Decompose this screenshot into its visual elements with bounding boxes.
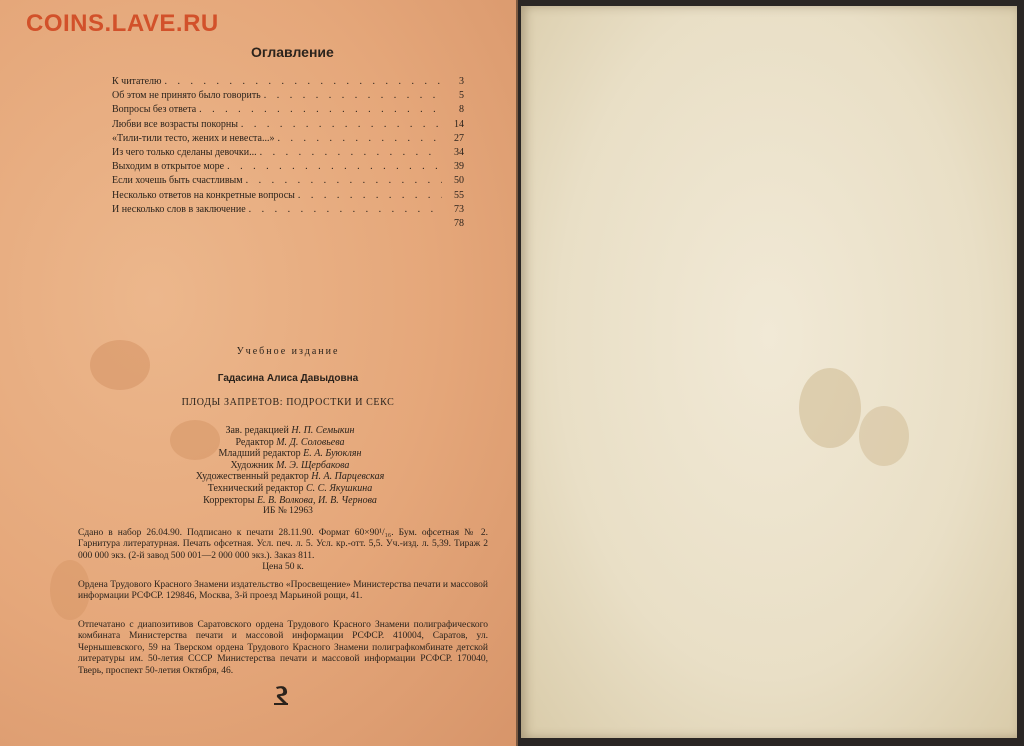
credit-line <box>140 425 440 437</box>
toc-leader <box>246 204 442 215</box>
credit-role: Зав. редакцией <box>225 425 289 436</box>
credit-role: Художник <box>230 459 274 471</box>
toc-entry-title: Выходим в открытое море <box>112 161 225 173</box>
toc-entry <box>112 119 464 133</box>
credit-name: М. Э. Щербакова <box>276 459 350 471</box>
toc-entry <box>112 133 464 147</box>
toc-leader <box>238 119 442 130</box>
toc-leader <box>261 90 442 101</box>
print-info <box>78 528 488 574</box>
table-of-contents <box>112 76 464 232</box>
credit-role: Редактор <box>235 436 274 448</box>
right-page <box>521 6 1017 738</box>
credit-name: М. Д. Соловьева <box>276 436 345 448</box>
toc-entry-page: 3 <box>459 76 464 87</box>
credit-name: Е. А. Буюклян <box>303 448 362 460</box>
toc-leader <box>243 175 442 186</box>
edition-type: Учебное издание <box>236 346 340 357</box>
toc-leader <box>257 147 442 158</box>
toc-entry-page: 78 <box>454 217 464 229</box>
toc-entry-title: Из чего только сделаны девочки... <box>112 146 257 158</box>
toc-leader <box>274 133 442 144</box>
credit-line <box>140 471 440 483</box>
toc-entry-page: 73 <box>454 203 464 215</box>
credit-line <box>140 460 440 472</box>
toc-entry-title: Об этом не принято было говорить <box>112 90 261 102</box>
credit-line <box>140 483 440 495</box>
credit-role: Младший редактор <box>218 448 301 460</box>
credit-role: Технический редактор <box>207 482 304 494</box>
credit-role: Корректоры <box>203 494 255 506</box>
toc-entry-page: 5 <box>459 90 464 102</box>
toc-entry-page: 55 <box>454 189 464 201</box>
toc-entry-title: Несколько ответов на конкретные вопросы <box>112 189 295 201</box>
credits-list <box>140 425 440 506</box>
toc-entry <box>112 218 464 232</box>
book-title: ПЛОДЫ ЗАПРЕТОВ: ПОДРОСТКИ И СЕКС <box>181 397 395 408</box>
publisher-info: Ордена Трудового Красного Знамени издательство «Просвещение» Министерства печати и массовой информации РСФСР. 129846, Москва, 3-й проезд Марьиной рощи, 41. <box>78 580 488 602</box>
toc-leader <box>295 190 442 201</box>
toc-entry-page: 27 <box>454 132 464 144</box>
toc-title: Оглавление <box>251 44 334 60</box>
toc-leader <box>224 161 442 172</box>
ib-number: ИБ № 12963 <box>263 506 313 516</box>
toc-entry <box>112 204 464 218</box>
credit-name: С. С. Якушкина <box>306 482 373 494</box>
credit-line <box>140 495 440 507</box>
toc-entry-page: 8 <box>459 104 464 116</box>
toc-leader <box>196 104 442 115</box>
toc-entry-title: Любви все возрасты покорны <box>112 118 238 130</box>
water-stain <box>799 368 861 448</box>
toc-leader <box>162 76 443 87</box>
toc-entry <box>112 90 464 104</box>
toc-entry <box>112 104 464 118</box>
toc-entry-title: К читателю <box>112 76 162 87</box>
toc-entry <box>112 76 464 90</box>
credit-line <box>140 437 440 449</box>
print-details: Сдано в набор 26.04.90. Подписано к печати 28.11.90. Формат 60×90¹/₁₆. Бум. офсетная № 2. Гарнитура литературная. Печать офсетная. Усл. печ. л. 5. Усл. кр.-отт. 5,5. Уч.-изд. л. 5,39. Тираж 2 000 000 экз. (2-й завод 500 001—2 000 000 экз.). Заказ 811. <box>78 528 488 561</box>
toc-entry-title: Вопросы без ответа <box>112 104 197 116</box>
toc-entry <box>112 147 464 161</box>
credit-line <box>140 448 440 460</box>
price: Цена 50 к. <box>262 562 304 573</box>
credit-name: Н. П. Семыкин <box>291 425 355 436</box>
credit-name: Н. А. Парцевская <box>311 471 385 483</box>
toc-entry-page: 39 <box>454 161 464 173</box>
toc-entry-title: Если хочешь быть счастливым <box>112 175 243 187</box>
water-stain <box>859 406 909 466</box>
toc-entry-page: 34 <box>454 146 464 158</box>
credit-name: Е. В. Волкова, И. В. Чернова <box>256 494 377 506</box>
toc-entry-page: 14 <box>454 118 464 130</box>
site-watermark: COINS.LAVE.RU <box>26 10 219 37</box>
toc-entry <box>112 175 464 189</box>
printer-info: Отпечатано с диапозитивов Саратовского ордена Трудового Красного Знамени полиграфического комбината Министерства печати и массовой информации РСФСР. 410004, Саратов, ул. Чернышевского, 59 на Тверском ордена Трудового Красного Знамени полиграфкомбинате детской литературы им. 50-летия СССР Министерства печати и массовой информации РСФСР. 170040, Тверь, проспект 50-летия Октября, 46. <box>78 620 488 676</box>
toc-entry <box>112 190 464 204</box>
toc-entry <box>112 161 464 175</box>
credit-role: Художественный редактор <box>195 471 309 483</box>
toc-entry-title: И несколько слов в заключение <box>112 203 246 215</box>
toc-entry-page: 50 <box>454 175 464 187</box>
toc-entry-title: «Тили-тили тесто, жених и невеста...» <box>112 132 275 144</box>
author-name: Гадасина Алиса Давыдовна <box>217 373 359 384</box>
publisher-logo-icon <box>272 684 292 706</box>
